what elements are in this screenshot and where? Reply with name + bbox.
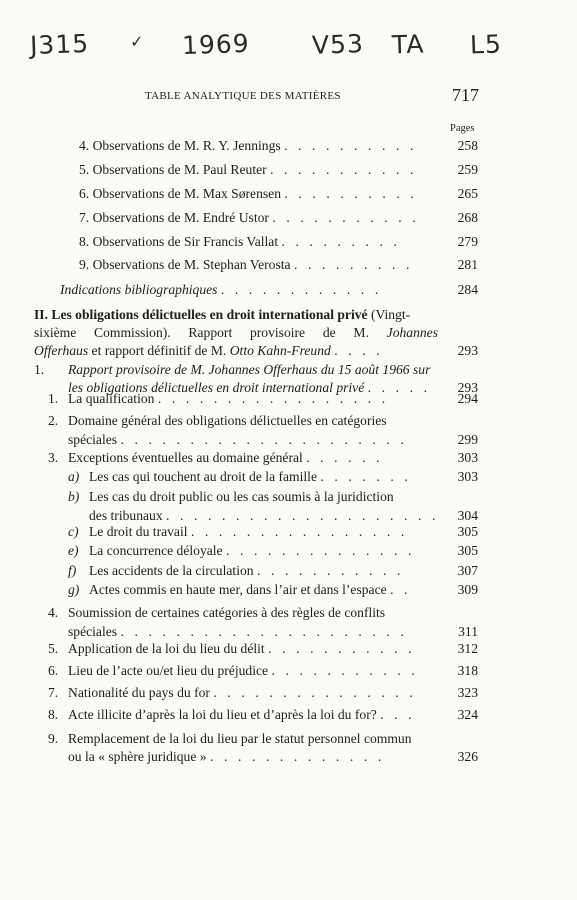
toc-subentry[interactable] (68, 562, 478, 580)
toc-subentry[interactable] (68, 523, 478, 541)
author-name: Offerhaus (34, 343, 89, 358)
leader-dots: . . . . . . . . . . . . . . . . . . . . . (120, 624, 408, 639)
entry-text: spéciales (68, 624, 118, 639)
leader-dots: . . . . . . . . . . . (268, 641, 416, 656)
toc-entry[interactable] (79, 209, 478, 227)
entry-page: 318 (457, 663, 478, 678)
entry-text: Observations de Sir Francis Vallat (92, 234, 279, 249)
entry-page: 265 (457, 186, 478, 201)
leader-dots: . . . . (334, 343, 384, 358)
entry-number: 9. (79, 257, 90, 272)
toc-entry[interactable] (48, 449, 478, 467)
toc-entry[interactable] (48, 706, 478, 724)
toc-entry[interactable] (48, 604, 478, 641)
toc-entry[interactable] (48, 662, 478, 680)
section-title: Les obligations délictuelles en droit international privé (51, 307, 368, 322)
leader-dots: . . . . . . . . . . . (270, 162, 418, 177)
leader-dots: . . . . . . . . . (293, 257, 413, 272)
leader-dots: . . (390, 582, 412, 597)
entry-number: 4. (48, 605, 59, 620)
entry-page: 294 (457, 391, 478, 406)
entry-page: 307 (457, 563, 478, 578)
toc-subentry[interactable] (68, 581, 478, 599)
entry-text: Lieu de l’acte ou/et lieu du préjudice (68, 663, 269, 678)
entry-text: Domaine général des obligations délictuelles en catégories (68, 413, 387, 428)
entry-text: Observations de M. Endré Ustor (92, 210, 269, 225)
entry-page: 279 (457, 234, 478, 249)
leader-dots: . . . (380, 707, 416, 722)
entry-text: Exceptions éventuelles au domaine général (68, 450, 303, 465)
leader-dots: . . . . . (367, 380, 431, 395)
leader-dots: . . . . . . . . . . . . . . . . . . . . . (120, 432, 408, 447)
toc-entry[interactable] (79, 256, 478, 274)
entry-number: 1. (48, 391, 59, 406)
entry-letter: b) (68, 489, 80, 504)
entry-page: 281 (457, 257, 478, 272)
entry-text: Rapport provisoire de M. Johannes Offerhaus du 15 août 1966 sur (68, 362, 431, 377)
entry-number: 7. (79, 210, 90, 225)
entry-text: La qualification (68, 391, 155, 406)
toc-subentry[interactable] (68, 488, 478, 525)
entry-page: 303 (457, 450, 478, 465)
entry-number: 3. (48, 450, 59, 465)
entry-text: Application de la loi du lieu du délit (68, 641, 265, 656)
entry-number: 9. (48, 731, 59, 746)
entry-text: Acte illicite d’après la loi du lieu et d’après la loi du for? (68, 707, 377, 722)
handwritten-note: ✓ (129, 31, 145, 52)
entry-letter: c) (68, 524, 79, 539)
toc-subentry[interactable] (68, 468, 478, 486)
leader-dots: . . . . . . . . . . . . . (209, 749, 385, 764)
section-subtitle: sixième Commission). Rapport provisoire de M. (34, 325, 369, 340)
handwritten-note: 1969 (181, 28, 251, 61)
entry-page: 324 (457, 707, 478, 722)
leader-dots: . . . . . . . . . . . . . . . (213, 685, 417, 700)
entry-text: Les accidents de la circulation (89, 563, 254, 578)
entry-page: 326 (457, 749, 478, 764)
entry-page: 311 (458, 624, 478, 639)
entry-text: Les cas qui touchent au droit de la famille (89, 469, 317, 484)
toc-entry[interactable] (48, 730, 478, 766)
leader-dots: . . . . . . . . . . (284, 138, 418, 153)
leader-dots: . . . . . . . . . . . . . . . . . . . . (166, 508, 439, 523)
toc-section-heading[interactable] (34, 306, 478, 360)
section-subtitle: et rapport définitif de M. (91, 343, 227, 358)
entry-page: 305 (457, 543, 478, 558)
entry-letter: a) (68, 469, 80, 484)
entry-number: 8. (79, 234, 90, 249)
entry-text: Indications bibliographiques (60, 282, 218, 297)
entry-text: Observations de M. Stephan Verosta (92, 257, 291, 272)
entry-number: 2. (48, 413, 59, 428)
entry-text: Observations de M. Max Sørensen (92, 186, 282, 201)
entry-number: 1. (34, 362, 45, 377)
entry-page: 305 (457, 524, 478, 539)
page-number: 717 (452, 85, 479, 105)
handwritten-note: V53 (311, 29, 365, 60)
entry-number: 5. (48, 641, 59, 656)
toc-entry-bibliography[interactable] (60, 281, 478, 299)
running-head: TABLE ANALYTIQUE DES MATIÈRES (145, 90, 341, 102)
entry-text: Observations de M. Paul Reuter (92, 162, 267, 177)
entry-text: Observations de M. R. Y. Jennings (92, 138, 281, 153)
entry-page: 268 (457, 210, 478, 225)
entry-page: 304 (457, 508, 478, 523)
entry-number: 6. (79, 186, 90, 201)
entry-page: 284 (457, 282, 478, 297)
toc-entry[interactable] (48, 390, 478, 408)
leader-dots: . . . . . . . . . . . (272, 210, 420, 225)
entry-text: des tribunaux (89, 508, 163, 523)
entry-page: 259 (457, 162, 478, 177)
toc-entry[interactable] (79, 233, 478, 251)
entry-text: Actes commis en haute mer, dans l’air et dans l’espace (89, 582, 387, 597)
entry-number: 8. (48, 707, 59, 722)
author-name: Johannes (386, 325, 438, 340)
leader-dots: . . . . . . . . . . . (256, 563, 404, 578)
handwritten-note: L5 (469, 29, 503, 60)
entry-number: 6. (48, 663, 59, 678)
toc-entry[interactable] (48, 412, 478, 449)
leader-dots: . . . . . . . . . . (284, 186, 418, 201)
entry-page: 312 (457, 641, 478, 656)
entry-text: Le droit du travail (89, 524, 188, 539)
entry-page: 309 (457, 582, 478, 597)
leader-dots: . . . . . . . . . (281, 234, 401, 249)
entry-text: Les cas du droit public ou les cas soumis à la juridiction (89, 489, 394, 504)
section-title-rest: (Vingt- (370, 307, 411, 322)
entry-page: 299 (457, 432, 478, 447)
toc-entry[interactable] (79, 137, 478, 155)
toc-entry[interactable] (48, 684, 478, 702)
leader-dots: . . . . . . . . . . . (271, 663, 419, 678)
entry-page: 258 (457, 138, 478, 153)
section-number: II. (34, 307, 48, 322)
leader-dots: . . . . . . . (320, 469, 412, 484)
leader-dots: . . . . . . . . . . . . . . (226, 543, 415, 558)
entry-page: 303 (457, 469, 478, 484)
handwritten-note: TA (391, 29, 425, 60)
toc-entry[interactable] (79, 185, 478, 203)
entry-letter: f) (68, 563, 77, 578)
leader-dots: . . . . . . . . . . . . . . . . (190, 524, 408, 539)
entry-number: 7. (48, 685, 59, 700)
entry-text: Soumission de certaines catégories à des règles de conflits (68, 605, 386, 620)
entry-page: 293 (457, 343, 478, 358)
toc-subentry[interactable] (68, 542, 478, 560)
pages-column-label: Pages (450, 123, 475, 134)
entry-number: 5. (79, 162, 90, 177)
entry-letter: e) (68, 543, 79, 558)
entry-page: 293 (457, 380, 478, 395)
entry-letter: g) (68, 582, 80, 597)
handwritten-note: J315 (29, 28, 90, 61)
entry-text: spéciales (68, 432, 118, 447)
toc-entry[interactable] (48, 640, 478, 658)
entry-page: 323 (457, 685, 478, 700)
author-name: Otto Kahn-Freund (229, 343, 331, 358)
entry-text: La concurrence déloyale (89, 543, 223, 558)
entry-text: ou la « sphère juridique » (68, 749, 207, 764)
entry-text: les obligations délictuelles en droit international privé (68, 380, 365, 395)
entry-text: Nationalité du pays du for (68, 685, 210, 700)
leader-dots: . . . . . . . . . . . . . . . . . (157, 391, 389, 406)
leader-dots: . . . . . . . . . . . . (220, 282, 382, 297)
leader-dots: . . . . . . (306, 450, 384, 465)
toc-entry[interactable] (79, 161, 478, 179)
entry-number: 4. (79, 138, 90, 153)
entry-text: Remplacement de la loi du lieu par le statut personnel commun (68, 731, 412, 746)
